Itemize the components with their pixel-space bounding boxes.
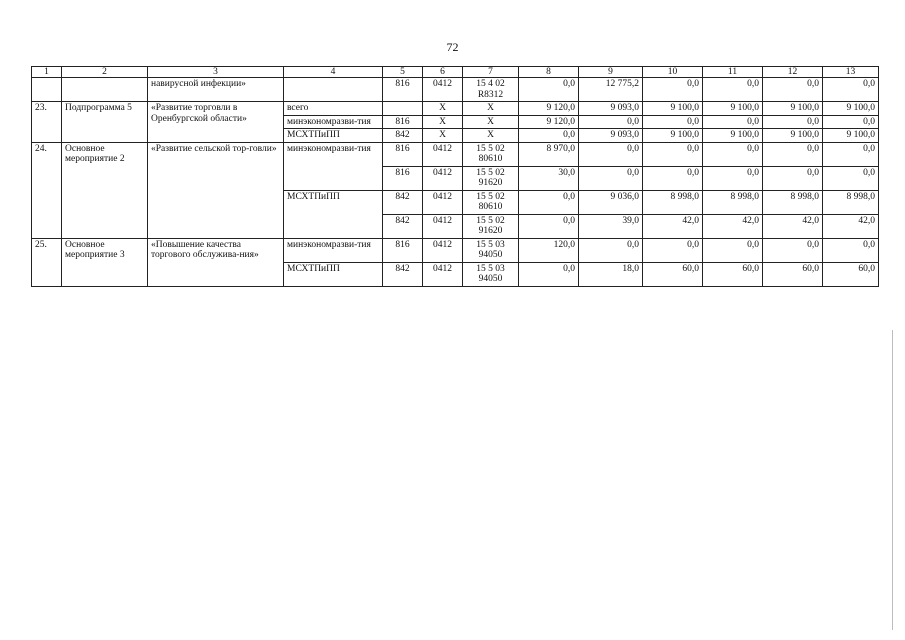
table-cell: 0412 xyxy=(423,262,463,286)
table-cell: 18,0 xyxy=(579,262,643,286)
table-cell: 0,0 xyxy=(519,129,579,143)
table-cell: Х xyxy=(423,115,463,129)
table-cell: 15 5 02 91620 xyxy=(463,166,519,190)
table-cell: 0,0 xyxy=(519,190,579,214)
table-cell: 60,0 xyxy=(643,262,703,286)
table-cell: Х xyxy=(423,102,463,116)
table-cell: 15 5 03 94050 xyxy=(463,238,519,262)
table-cell: 8 998,0 xyxy=(823,190,879,214)
header-cell: 13 xyxy=(823,67,879,78)
budget-table xyxy=(31,66,879,287)
table-cell: 816 xyxy=(383,238,423,262)
table-cell: 9 100,0 xyxy=(823,102,879,116)
table-cell: 0412 xyxy=(423,214,463,238)
table-cell: 9 100,0 xyxy=(763,102,823,116)
table-cell: 9 093,0 xyxy=(579,102,643,116)
table-cell: 12 775,2 xyxy=(579,78,643,102)
header-cell: 1 xyxy=(32,67,62,78)
table-row xyxy=(32,142,879,166)
table-cell: МСХТПиПП xyxy=(284,190,383,238)
table-cell: 0412 xyxy=(423,142,463,166)
table-cell: 0,0 xyxy=(519,78,579,102)
table-cell: 9 120,0 xyxy=(519,115,579,129)
table-cell: 842 xyxy=(383,190,423,214)
header-cell: 2 xyxy=(62,67,148,78)
item-type: Основное мероприятие 2 xyxy=(62,142,148,238)
table-cell: 0,0 xyxy=(703,115,763,129)
table-cell: 0,0 xyxy=(519,214,579,238)
table-cell: 9 100,0 xyxy=(643,129,703,143)
table-cell: МСХТПиПП xyxy=(284,262,383,286)
header-cell: 7 xyxy=(463,67,519,78)
table-cell: 60,0 xyxy=(763,262,823,286)
row-number: 25. xyxy=(32,238,62,286)
table-cell: 42,0 xyxy=(823,214,879,238)
header-cell: 8 xyxy=(519,67,579,78)
item-type: Подпрограмма 5 xyxy=(62,102,148,143)
table-cell: 0,0 xyxy=(703,166,763,190)
table-cell: 0,0 xyxy=(579,115,643,129)
table-cell: 15 4 02 R8312 xyxy=(463,78,519,102)
table-cell: 0412 xyxy=(423,190,463,214)
table-cell: Х xyxy=(423,129,463,143)
table-cell: 0,0 xyxy=(643,115,703,129)
table-cell: 8 998,0 xyxy=(703,190,763,214)
table-cell: минэкономразви-тия xyxy=(284,238,383,262)
item-type: Основное мероприятие 3 xyxy=(62,238,148,286)
table-cell: 60,0 xyxy=(823,262,879,286)
table-cell: 0,0 xyxy=(823,142,879,166)
table-cell: 0,0 xyxy=(703,142,763,166)
header-cell: 3 xyxy=(148,67,284,78)
table-cell: 0,0 xyxy=(643,238,703,262)
table-cell: 0,0 xyxy=(643,166,703,190)
table-cell: 816 xyxy=(383,166,423,190)
table-cell: 0,0 xyxy=(643,142,703,166)
table-cell: 9 100,0 xyxy=(823,129,879,143)
table-cell: 15 5 03 94050 xyxy=(463,262,519,286)
header-cell: 9 xyxy=(579,67,643,78)
table-cell: 30,0 xyxy=(519,166,579,190)
table-cell: 8 998,0 xyxy=(643,190,703,214)
header-cell: 5 xyxy=(383,67,423,78)
page-number: 72 xyxy=(446,40,459,54)
header-row xyxy=(32,67,879,78)
table-cell: 9 100,0 xyxy=(763,129,823,143)
table-cell: Х xyxy=(463,129,519,143)
table-cell: 42,0 xyxy=(763,214,823,238)
table-cell: 0,0 xyxy=(579,142,643,166)
table-cell: 0,0 xyxy=(519,262,579,286)
table-cell: 8 970,0 xyxy=(519,142,579,166)
header-cell: 12 xyxy=(763,67,823,78)
item-name: «Повышение качества торгового обслужива-ния» xyxy=(148,238,284,286)
table-cell: 0,0 xyxy=(823,115,879,129)
table-cell: навирусной инфекции» xyxy=(148,78,284,102)
table-cell: 120,0 xyxy=(519,238,579,262)
row-number: 23. xyxy=(32,102,62,143)
table-cell: 9 100,0 xyxy=(703,129,763,143)
header-cell: 6 xyxy=(423,67,463,78)
table-cell: 9 100,0 xyxy=(643,102,703,116)
table-cell: Х xyxy=(463,115,519,129)
table-cell: 0,0 xyxy=(823,238,879,262)
table-cell: всего xyxy=(284,102,383,116)
item-name: «Развитие сельской тор-говли» xyxy=(148,142,284,238)
item-name: «Развитие торговли в Оренбургской области» xyxy=(148,102,284,143)
table-cell: 816 xyxy=(383,142,423,166)
table-cell: 0,0 xyxy=(703,238,763,262)
table-row xyxy=(32,78,879,102)
table-cell: 60,0 xyxy=(703,262,763,286)
table-cell: 9 093,0 xyxy=(579,129,643,143)
table-cell: 842 xyxy=(383,214,423,238)
table-cell: 0,0 xyxy=(823,78,879,102)
table-cell: 0,0 xyxy=(579,166,643,190)
table-cell: 0,0 xyxy=(643,78,703,102)
row-number: 24. xyxy=(32,142,62,238)
table-row xyxy=(32,102,879,116)
table-cell: МСХТПиПП xyxy=(284,129,383,143)
table-cell: 0412 xyxy=(423,78,463,102)
table-cell: 42,0 xyxy=(643,214,703,238)
table-cell: 0,0 xyxy=(579,238,643,262)
table-cell: 842 xyxy=(383,262,423,286)
table-row xyxy=(32,238,879,262)
table-cell: 0412 xyxy=(423,238,463,262)
table-cell xyxy=(32,78,62,102)
header-cell: 4 xyxy=(284,67,383,78)
table-cell: 0,0 xyxy=(763,78,823,102)
header-cell: 10 xyxy=(643,67,703,78)
table-cell: 0,0 xyxy=(763,142,823,166)
table-cell: 0,0 xyxy=(703,78,763,102)
table-cell: 842 xyxy=(383,129,423,143)
table-cell: 0412 xyxy=(423,166,463,190)
table-cell: 9 120,0 xyxy=(519,102,579,116)
table-cell xyxy=(62,78,148,102)
table-cell: минэкономразви-тия xyxy=(284,115,383,129)
table-cell xyxy=(383,102,423,116)
table-cell: 9 036,0 xyxy=(579,190,643,214)
table-cell: Х xyxy=(463,102,519,116)
table-cell: минэкономразви-тия xyxy=(284,142,383,190)
table-cell: 0,0 xyxy=(763,115,823,129)
table-cell: 816 xyxy=(383,115,423,129)
table-cell: 42,0 xyxy=(703,214,763,238)
table-cell: 39,0 xyxy=(579,214,643,238)
table-cell: 9 100,0 xyxy=(703,102,763,116)
table-cell: 15 5 02 80610 xyxy=(463,142,519,166)
table-cell: 15 5 02 91620 xyxy=(463,214,519,238)
table-cell: 816 xyxy=(383,78,423,102)
scan-edge-line xyxy=(892,330,893,630)
table-cell: 0,0 xyxy=(763,238,823,262)
table-cell: 15 5 02 80610 xyxy=(463,190,519,214)
table-cell: 0,0 xyxy=(763,166,823,190)
header-cell: 11 xyxy=(703,67,763,78)
table-cell: 8 998,0 xyxy=(763,190,823,214)
table-cell: 0,0 xyxy=(823,166,879,190)
table-cell xyxy=(284,78,383,102)
